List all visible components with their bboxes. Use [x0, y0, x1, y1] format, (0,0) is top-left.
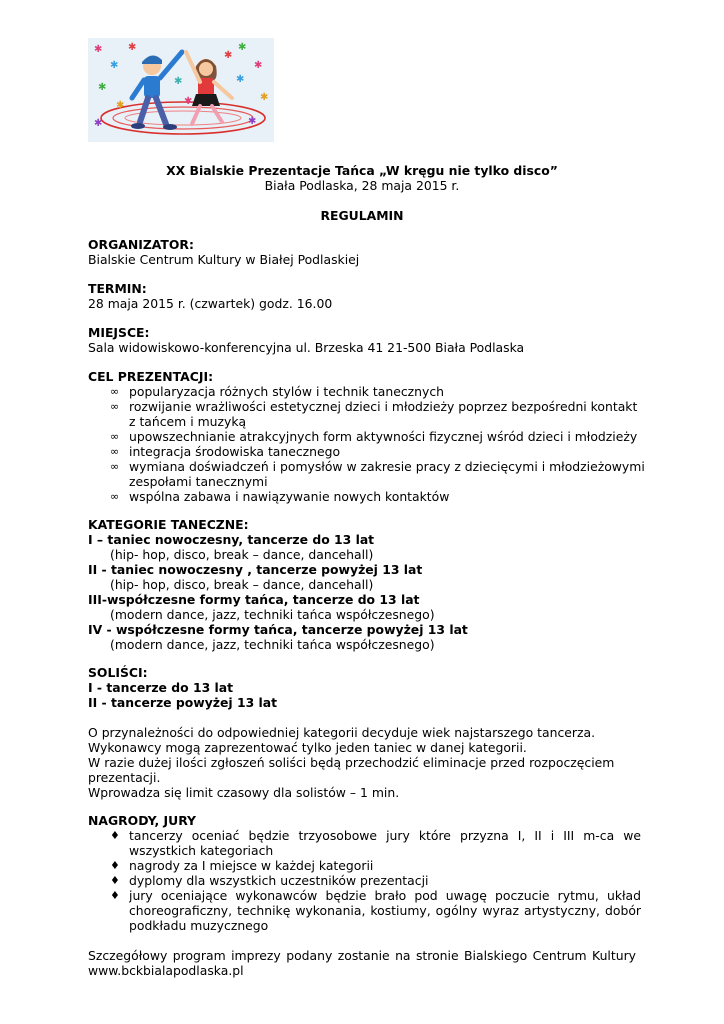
dancing-kids-illustration	[88, 38, 274, 142]
award-item: tancerzy oceniać będzie trzyosobowe jury które przyzna I, II i III m-ca we	[129, 828, 641, 843]
event-title: XX Bialskie Prezentacje Tańca „W kręgu nie tylko disco”	[166, 163, 558, 178]
svg-text:✱: ✱	[110, 60, 119, 71]
diamond-bullet-icon: ♦	[110, 874, 120, 887]
category-detail: (hip- hop, disco, break – dance, dancehall)	[110, 547, 374, 562]
category-detail: (modern dance, jazz, techniki tańca współczesnego)	[110, 637, 435, 652]
svg-text:✱: ✱	[98, 82, 107, 93]
svg-text:✱: ✱	[116, 100, 125, 111]
award-item: nagrody za I miejsce w każdej kategorii	[129, 858, 374, 873]
infinity-bullet-icon: ∞	[110, 460, 120, 473]
category-title: II - taniec nowoczesny , tancerze powyżej 13 lat	[88, 562, 423, 577]
infinity-bullet-icon: ∞	[110, 385, 120, 398]
infinity-bullet-icon: ∞	[110, 400, 120, 413]
infinity-bullet-icon: ∞	[110, 490, 120, 503]
goal-item: upowszechnianie atrakcyjnych form aktywności fizycznej wśród dzieci i młodzieży	[129, 429, 638, 444]
infinity-bullet-icon: ∞	[110, 430, 120, 443]
svg-text:✱: ✱	[174, 76, 183, 87]
svg-text:✱: ✱	[260, 92, 269, 103]
svg-text:✱: ✱	[94, 44, 103, 55]
svg-text:✱: ✱	[248, 116, 257, 127]
category-title: III-współczesne formy tańca, tancerze do 13 lat	[88, 592, 420, 607]
diamond-bullet-icon: ♦	[110, 889, 120, 902]
soloist-category: I - tancerze do 13 lat	[88, 680, 234, 695]
award-item: jury oceniające wykonawców będzie brało pod uwagę poczucie rytmu, układ	[129, 888, 641, 903]
term-heading: TERMIN:	[88, 281, 147, 296]
svg-text:✱: ✱	[184, 96, 193, 107]
rule-line: O przynależności do odpowiedniej kategorii decyduje wiek najstarszego tancerza.	[88, 725, 596, 740]
event-place-date: Biała Podlaska, 28 maja 2015 r.	[264, 178, 460, 193]
award-item: dyplomy dla wszystkich uczestników prezentacji	[129, 873, 429, 888]
svg-text:✱: ✱	[254, 60, 263, 71]
website-link[interactable]: www.bckbialapodlaska.pl	[88, 963, 244, 978]
goal-item: integracja środowiska tanecznego	[129, 444, 341, 459]
goal-item: rozwijanie wrażliwości estetycznej dzieci i młodzieży poprzez bezpośredni kontakt	[129, 399, 638, 414]
award-item-continued: wszystkich kategoriach	[129, 843, 274, 858]
term-text: 28 maja 2015 r. (czwartek) godz. 16.00	[88, 296, 333, 311]
category-title: I – taniec nowoczesny, tancerze do 13 lat	[88, 532, 375, 547]
svg-text:✱: ✱	[236, 74, 245, 85]
award-item-continued: choreograficzny, technikę wykonania, kostiumy, ogólny wyraz artystyczny, dobór	[129, 903, 641, 918]
goal-item-continued: zespołami tanecznymi	[129, 474, 268, 489]
svg-text:✱: ✱	[224, 50, 233, 61]
organizer-heading: ORGANIZATOR:	[88, 237, 194, 252]
categories-heading: KATEGORIE TANECZNE:	[88, 517, 249, 532]
organizer-text: Bialskie Centrum Kultury w Białej Podlaskiej	[88, 252, 360, 267]
place-text: Sala widowiskowo-konferencyjna ul. Brzeska 41 21-500 Biała Podlaska	[88, 340, 525, 355]
svg-text:✱: ✱	[128, 42, 137, 53]
rule-line: prezentacji.	[88, 770, 161, 785]
category-detail: (modern dance, jazz, techniki tańca współczesnego)	[110, 607, 435, 622]
rule-line: Wprowadza się limit czasowy dla solistów – 1 min.	[88, 785, 400, 800]
goal-item: wymiana doświadczeń i pomysłów w zakresie pracy z dziecięcymi i młodzieżowymi	[129, 459, 645, 474]
infinity-bullet-icon: ∞	[110, 445, 120, 458]
award-item-continued: podkładu muzycznego	[129, 918, 269, 933]
program-note: Szczegółowy program imprezy podany zostanie na stronie Bialskiego Centrum Kultury	[88, 948, 636, 963]
svg-text:✱: ✱	[94, 118, 103, 129]
rule-line: W razie dużej ilości zgłoszeń soliści będą przechodzić eliminacje przed rozpoczęciem	[88, 755, 615, 770]
place-heading: MIEJSCE:	[88, 325, 150, 340]
diamond-bullet-icon: ♦	[110, 829, 120, 842]
document-title: REGULAMIN	[320, 208, 404, 223]
svg-text:✱: ✱	[238, 42, 247, 53]
goal-item-continued: z tańcem i muzyką	[129, 414, 247, 429]
soloist-category: II - tancerze powyżej 13 lat	[88, 695, 278, 710]
category-detail: (hip- hop, disco, break – dance, dancehall)	[110, 577, 374, 592]
goals-heading: CEL PREZENTACJI:	[88, 369, 214, 384]
goal-item: wspólna zabawa i nawiązywanie nowych kontaktów	[129, 489, 450, 504]
soloists-heading: SOLIŚCI:	[88, 665, 148, 680]
goal-item: popularyzacja różnych stylów i technik tanecznych	[129, 384, 444, 399]
category-title: IV - współczesne formy tańca, tancerze powyżej 13 lat	[88, 622, 468, 637]
event-logo-illustration	[88, 38, 274, 142]
awards-heading: NAGRODY, JURY	[88, 813, 197, 828]
rule-line: Wykonawcy mogą zaprezentować tylko jeden taniec w danej kategorii.	[88, 740, 527, 755]
diamond-bullet-icon: ♦	[110, 859, 120, 872]
